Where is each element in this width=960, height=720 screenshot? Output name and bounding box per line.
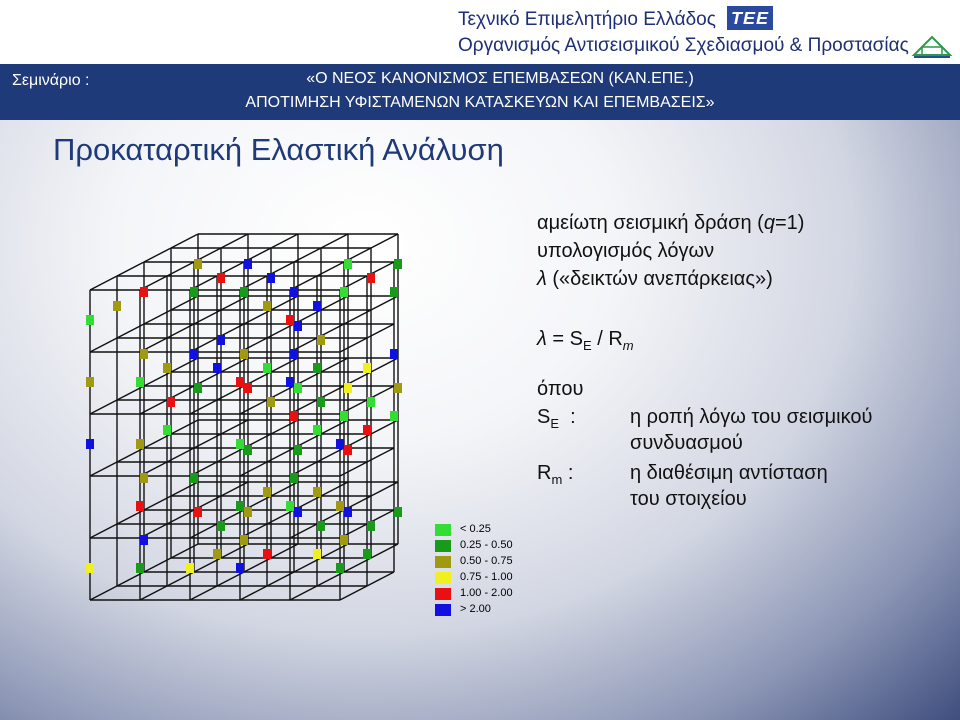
formula: $\lambda = S_E / R_m$ xyxy=(537,328,634,353)
ratio-marker xyxy=(263,549,271,559)
ratio-marker xyxy=(163,363,171,373)
ratio-marker xyxy=(336,439,344,449)
ratio-marker xyxy=(317,521,325,531)
frame-member xyxy=(171,234,198,248)
ratio-marker xyxy=(344,445,352,455)
ratio-marker xyxy=(290,411,298,421)
ratio-marker xyxy=(286,501,294,511)
frame-member xyxy=(367,572,394,586)
ratio-marker xyxy=(313,301,321,311)
ratio-marker xyxy=(190,287,198,297)
ratio-marker xyxy=(86,377,94,387)
text-line-2: υπολογισμός λόγων xyxy=(537,240,715,262)
frame-member xyxy=(140,586,167,600)
seminar-title-line1: «Ο ΝΕΟΣ ΚΑΝΟΝΙΣΜΟΣ ΕΠΕΜΒΑΣΕΩΝ (ΚΑΝ.ΕΠΕ.) xyxy=(306,70,694,87)
rm-term: $R_m$ : xyxy=(537,462,574,487)
ratio-marker xyxy=(194,383,202,393)
ratio-marker xyxy=(294,445,302,455)
ratio-marker xyxy=(336,501,344,511)
ratio-marker xyxy=(236,563,244,573)
ratio-marker xyxy=(113,301,121,311)
org-name-line2: Οργανισμός Αντισεισμικού Σχεδιασμού & Προστασίας xyxy=(458,35,909,56)
ratio-marker xyxy=(136,439,144,449)
ratio-marker xyxy=(394,383,402,393)
ratio-marker xyxy=(240,349,248,359)
ratio-marker xyxy=(190,473,198,483)
frame-member xyxy=(90,524,117,538)
se-desc-line2: συνδυασμού xyxy=(630,432,743,454)
ratio-marker xyxy=(86,439,94,449)
ratio-marker xyxy=(367,397,375,407)
ratio-marker xyxy=(286,315,294,325)
ratio-marker xyxy=(136,501,144,511)
ratio-marker xyxy=(213,363,221,373)
ratio-marker xyxy=(217,335,225,345)
seminar-title-line2: ΑΠΟΤΙΜΗΣΗ ΥΦΙΣΤΑΜΕΝΩΝ ΚΑΤΑΣΚΕΥΩΝ ΚΑΙ ΕΠΕΜΒΑΣΕΙΣ» xyxy=(245,94,715,111)
ratio-marker xyxy=(340,411,348,421)
legend-swatch xyxy=(435,572,451,584)
ratio-marker xyxy=(286,377,294,387)
se-term: $S_E$ : xyxy=(537,406,576,431)
ratio-marker xyxy=(244,259,252,269)
ratio-marker xyxy=(236,439,244,449)
ratio-marker xyxy=(267,273,275,283)
ratio-marker xyxy=(217,521,225,531)
ratio-marker xyxy=(317,335,325,345)
ratio-marker xyxy=(217,273,225,283)
frame-member xyxy=(321,234,348,248)
ratio-marker xyxy=(263,301,271,311)
ratio-marker xyxy=(363,425,371,435)
ratio-marker xyxy=(213,549,221,559)
legend-label: 1.00 - 2.00 xyxy=(460,587,513,599)
frame-member xyxy=(90,400,117,414)
ratio-marker xyxy=(290,349,298,359)
ratio-marker xyxy=(294,507,302,517)
ratio-marker xyxy=(194,259,202,269)
ratio-marker xyxy=(140,535,148,545)
ratio-marker xyxy=(394,507,402,517)
legend-label: > 2.00 xyxy=(460,603,491,615)
frame-member xyxy=(90,276,117,290)
frame-member xyxy=(190,586,217,600)
ratio-marker xyxy=(194,507,202,517)
text-line-1: αμείωτη σεισμική δράση (q=1) xyxy=(537,212,805,234)
ratio-marker xyxy=(294,321,302,331)
frame-member xyxy=(240,586,267,600)
legend-label: 0.50 - 0.75 xyxy=(460,555,513,567)
ratio-marker xyxy=(263,487,271,497)
frame-member xyxy=(271,234,298,248)
ratio-marker xyxy=(240,535,248,545)
ratio-marker xyxy=(163,425,171,435)
frame-member xyxy=(144,248,171,262)
frame-member xyxy=(221,234,248,248)
ratio-marker xyxy=(317,397,325,407)
ratio-marker xyxy=(394,259,402,269)
frame-member xyxy=(290,586,317,600)
legend-label: < 0.25 xyxy=(460,523,491,535)
ratio-marker xyxy=(86,563,94,573)
ratio-marker xyxy=(340,535,348,545)
ratio-marker xyxy=(244,445,252,455)
where-label: όπου xyxy=(537,378,584,400)
ratio-marker xyxy=(236,377,244,387)
ratio-marker xyxy=(294,383,302,393)
ratio-marker xyxy=(167,397,175,407)
rm-desc-line2: του στοιχείου xyxy=(630,488,747,510)
seminar-label: Σεμινάριο : xyxy=(12,72,90,89)
ratio-marker xyxy=(240,287,248,297)
ratio-marker xyxy=(236,501,244,511)
org-name-line1: Τεχνικό Επιμελητήριο Ελλάδος xyxy=(458,9,716,30)
ratio-marker xyxy=(186,563,194,573)
ratio-marker xyxy=(390,349,398,359)
legend-swatch xyxy=(435,556,451,568)
ratio-marker xyxy=(136,377,144,387)
ratio-marker xyxy=(244,383,252,393)
legend-swatch xyxy=(435,604,451,616)
ratio-marker xyxy=(313,363,321,373)
slide-heading: Προκαταρτική Ελαστική Ανάλυση xyxy=(53,132,504,167)
ratio-marker xyxy=(140,349,148,359)
ratio-marker xyxy=(344,507,352,517)
ratio-marker xyxy=(313,487,321,497)
ratio-marker xyxy=(363,363,371,373)
legend-label: 0.25 - 0.50 xyxy=(460,539,513,551)
legend-swatch xyxy=(435,588,451,600)
se-desc-line1: η ροπή λόγω του σεισμικού xyxy=(630,406,873,428)
text-line-3: λ («δεικτών ανεπάρκειας») xyxy=(537,268,773,290)
ratio-marker xyxy=(136,563,144,573)
ratio-marker xyxy=(86,315,94,325)
legend-label: 0.75 - 1.00 xyxy=(460,571,513,583)
frame-member xyxy=(340,586,367,600)
frame-member xyxy=(371,234,398,248)
ratio-marker xyxy=(367,273,375,283)
frame-member xyxy=(117,262,144,276)
frame-member xyxy=(90,586,117,600)
ratio-marker xyxy=(190,349,198,359)
legend-swatch xyxy=(435,524,451,536)
ratio-marker xyxy=(313,549,321,559)
ratio-marker xyxy=(344,259,352,269)
ratio-marker xyxy=(140,287,148,297)
ratio-marker xyxy=(390,411,398,421)
ratio-marker xyxy=(140,473,148,483)
ratio-marker xyxy=(313,425,321,435)
ratio-marker xyxy=(290,473,298,483)
ratio-marker xyxy=(267,397,275,407)
rm-desc-line1: η διαθέσιμη αντίσταση xyxy=(630,462,828,484)
ratio-marker xyxy=(336,563,344,573)
frame-member xyxy=(90,338,117,352)
tee-logo: ΤΕΕ xyxy=(727,6,773,30)
ratio-marker xyxy=(344,383,352,393)
ratio-marker xyxy=(390,287,398,297)
legend-swatch xyxy=(435,540,451,552)
ratio-marker xyxy=(367,521,375,531)
ratio-marker xyxy=(290,287,298,297)
frame-member xyxy=(90,462,117,476)
ratio-marker xyxy=(340,287,348,297)
ratio-marker xyxy=(363,549,371,559)
ratio-marker xyxy=(263,363,271,373)
ratio-marker xyxy=(244,507,252,517)
